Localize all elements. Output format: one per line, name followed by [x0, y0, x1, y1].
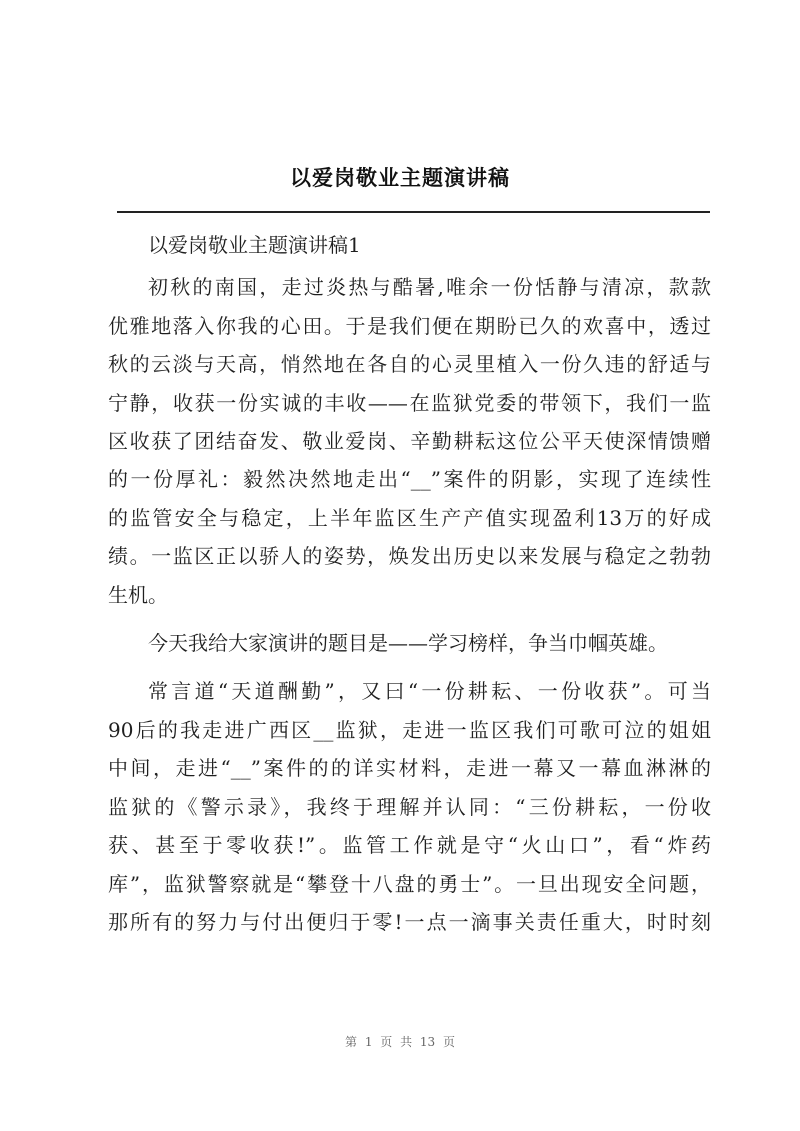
title-divider	[117, 211, 710, 213]
text-line: 的监管安全与稳定，上半年监区生产产值实现盈利13万的好成	[108, 505, 711, 530]
text-line: 绩。一监区正以骄人的姿势，焕发出历史以来发展与稳定之勃勃	[108, 544, 711, 569]
text-line: 那所有的努力与付出便归于零!一点一滴事关责任重大，时时刻	[108, 909, 711, 934]
text-line: 中间，走进“__”案件的的详实材料，走进一幕又一幕血淋淋的	[108, 756, 711, 781]
paragraph-2	[108, 624, 711, 662]
text-line: 的一份厚礼：毅然决然地走出“__”案件的阴影，实现了连续性	[108, 467, 711, 492]
text-line: 宁静，收获一份实诚的丰收——在监狱党委的带领下，我们一监	[108, 390, 711, 415]
text-line: 监狱的《警示录》，我终于理解并认同：“三份耕耘，一份收	[108, 794, 711, 819]
document-body	[108, 226, 711, 951]
text-line: 区收获了团结奋发、敬业爱岗、辛勤耕耘这位公平天使深情馈赠	[108, 429, 711, 454]
paragraph-3	[108, 672, 711, 941]
text-line: 90后的我走进广西区__监狱，走进一监区我们可歌可泣的姐姐	[108, 717, 711, 742]
section-heading: 以爱岗敬业主题演讲稿1	[148, 233, 361, 257]
text-line: 初秋的南国，走过炎热与酷暑,唯余一份恬静与清凉，款款	[148, 275, 711, 300]
paragraph-1	[108, 268, 711, 614]
text-line: 今天我给大家演讲的题目是——学习榜样，争当巾帼英雄。	[148, 631, 668, 656]
document-title: 以爱岗敬业主题演讲稿	[290, 166, 510, 190]
text-line: 秋的云淡与天高，悄然地在各自的心灵里植入一份久违的舒适与	[108, 352, 711, 377]
text-line: 获、甚至于零收获!”。监管工作就是守“火山口”，看“炸药	[108, 833, 711, 858]
text-line: 库”，监狱警察就是“攀登十八盘的勇士”。一旦出现安全问题，	[108, 871, 711, 896]
text-line: 生机。	[108, 582, 168, 607]
page-number: 第 1 页 共 13 页	[345, 1035, 455, 1049]
text-line: 常言道“天道酬勤”，又曰“一份耕耘、一份收获”。可当	[148, 679, 711, 704]
text-line: 优雅地落入你我的心田。于是我们便在期盼已久的欢喜中，透过	[108, 313, 711, 338]
